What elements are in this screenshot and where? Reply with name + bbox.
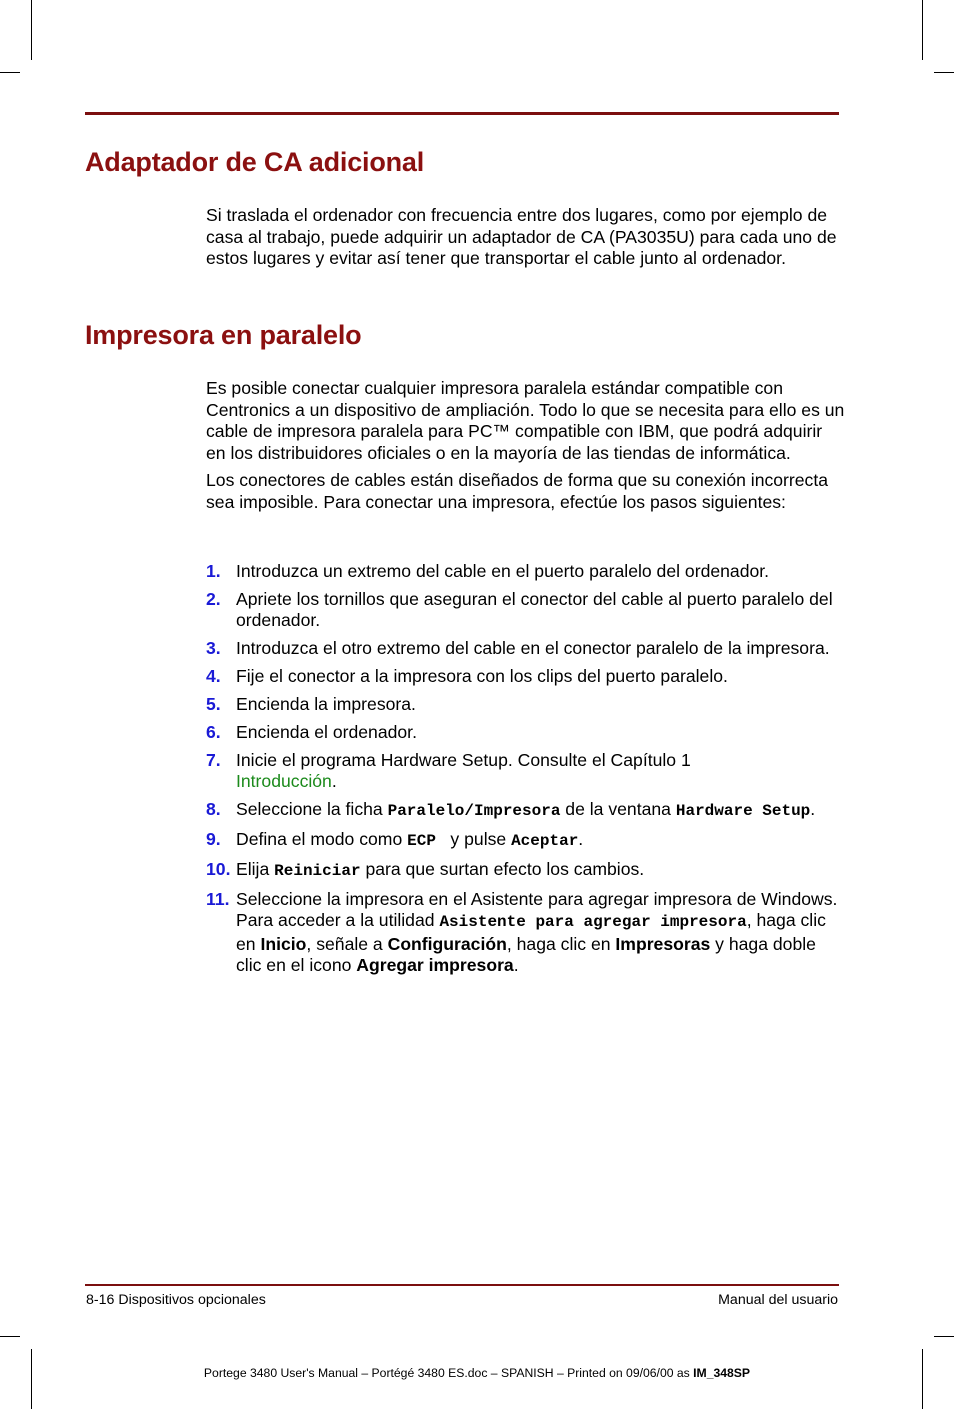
code-text: Aceptar [511,832,579,851]
print-id: IM_348SP [693,1366,751,1380]
step-text: y pulse [445,829,512,850]
step-number: 2. [206,588,221,609]
step-text: Elija [236,859,275,880]
step-number: 9. [206,829,221,850]
step-text: Apriete los tornillos que aseguran el conector del cable al puerto paralelo del ordenador. [236,588,833,631]
paragraph: Si traslada el ordenador con frecuencia entre dos lugares, como por ejemplo de casa al trabajo, puede adquirir un adaptador de CA (PA3035U) para cada uno de estos lugares y evitar así tener que transportar el cable junto al ordenador. [206,205,837,268]
print-info [0,1366,954,1380]
step-text: . [331,771,337,792]
step-text: Fije el conector a la impresora con los clips del puerto paralelo. [236,666,728,687]
crop-mark [0,1336,20,1337]
list-item [206,666,846,688]
step-number: 10. [206,859,231,880]
chapter-link[interactable]: Introducción [236,771,332,792]
crop-mark [934,72,954,73]
step-number: 7. [206,749,221,770]
step-text: , señale a [306,933,388,954]
print-info-text: Portege 3480 User's Manual – Portégé 3480 ES.doc – SPANISH – Printed on 09/06/00 as [203,1366,694,1380]
step-text: Seleccione la impresora en el Asistente para agregar impresora de Windows. Para acceder a la utilidad [236,888,838,931]
step-number: 8. [206,799,221,820]
code-text: Reiniciar [274,862,361,881]
footer-rule [85,1284,839,1286]
list-item [206,859,846,883]
step-number: 6. [206,721,221,742]
step-number: 4. [206,666,221,687]
code-text: Paralelo/Impresora [387,802,561,821]
header-rule [85,112,839,115]
step-text: , haga clic en [236,910,826,954]
list-item [206,694,846,716]
list-item [206,799,846,823]
footer-manual-label: Manual del usuario [718,1292,838,1308]
footer-page-label: 8-16 Dispositivos opcionales [86,1292,266,1308]
parallel-printer-body [206,378,846,513]
crop-mark [31,0,32,60]
list-item [206,561,846,583]
code-text: Asistente para agregar impresora [439,913,747,932]
ac-adapter-body [206,205,846,270]
step-text: para que surtan efecto los cambios. [360,859,645,880]
step-text: Introduzca el otro extremo del cable en el conector paralelo de la impresora. [236,638,830,659]
bold-text: Impresoras [615,933,711,954]
bold-text: Agregar impresora [356,955,514,976]
paragraph: Los conectores de cables están diseñados de forma que su conexión incorrecta sea imposible. Para conectar una impresora, efectúe los pasos siguientes: [206,470,829,512]
step-text: y haga doble clic en el icono [236,933,816,976]
list-item [206,722,846,744]
bold-text: Inicio [260,933,307,954]
list-item [206,889,846,977]
step-number: 5. [206,694,221,715]
step-text: . [578,829,584,850]
step-text: Defina el modo como [236,829,408,850]
crop-mark [0,72,20,73]
list-item [206,829,846,853]
list-item [206,750,846,793]
step-text: Encienda la impresora. [236,694,416,715]
code-text: ECP [407,832,446,851]
step-text: Inicie el programa Hardware Setup. Consulte el Capítulo 1 [236,749,691,770]
step-text: , haga clic en [506,933,616,954]
crop-mark [934,1336,954,1337]
section-title-parallel-printer: Impresora en paralelo [85,320,362,350]
step-number: 1. [206,561,221,581]
steps-list [206,561,846,983]
step-text: . [810,799,816,820]
step-text: Encienda el ordenador. [236,721,417,742]
step-text: Seleccione la ficha [236,799,388,820]
bold-text: Configuración [387,933,507,954]
paragraph: Es posible conectar cualquier impresora paralela estándar compatible con Centronics a un dispositivo de ampliación. Todo lo que se necesita para ello es un cable de impresora paralela para PC™ compatible con IBM, que podrá adquirir en los distribuidores oficiales o en la mayoría de las tiendas de informática. [206,378,845,463]
list-item [206,589,846,632]
section-title-ac-adapter: Adaptador de CA adicional [85,147,425,177]
step-number: 3. [206,638,221,659]
step-text: Introduzca un extremo del cable en el puerto paralelo del ordenador. [236,561,770,581]
code-text: Hardware Setup [675,802,811,821]
step-number: 11. [206,888,230,909]
step-text: . [513,955,519,976]
step-text: de la ventana [560,799,676,820]
crop-mark [922,0,923,60]
list-item [206,638,846,660]
